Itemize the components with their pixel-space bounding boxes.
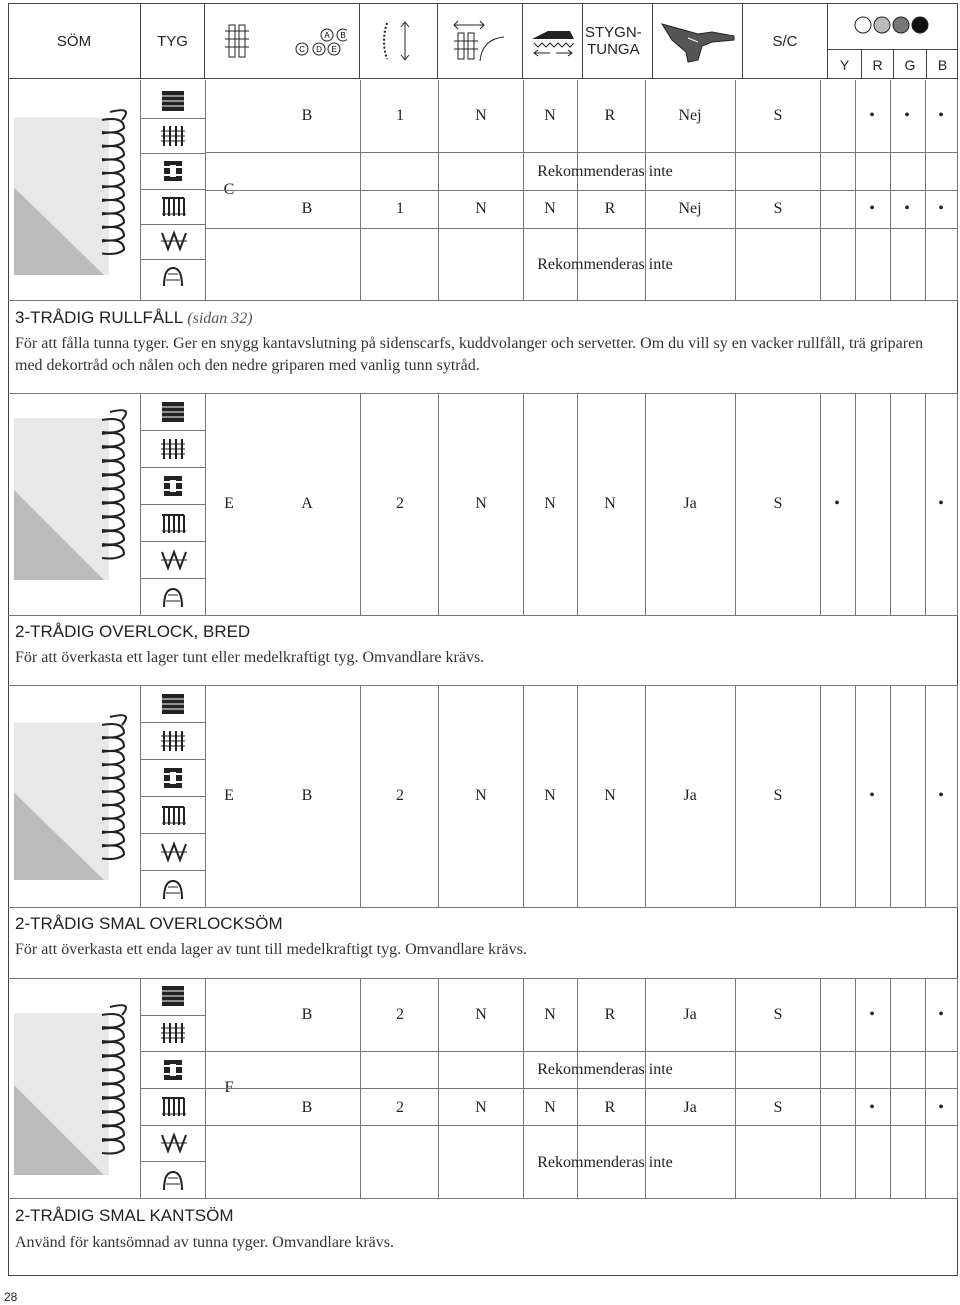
table-cell: S: [773, 200, 783, 217]
table-cell: 1: [396, 107, 404, 124]
row-divider: [8, 393, 958, 394]
header-som-label: SÖM: [56, 32, 92, 50]
icon-divider: [140, 870, 205, 871]
column-divider: [577, 393, 578, 615]
table-cell: N: [544, 1006, 556, 1023]
column-divider: [577, 685, 578, 907]
stitch-loop-icon: [158, 875, 188, 903]
tyg-value: F: [224, 1079, 234, 1096]
header-tyg-label: TYG: [157, 32, 188, 50]
icon-divider: [140, 189, 205, 190]
icon-divider: [140, 759, 205, 760]
row-divider: [205, 152, 958, 153]
stitch-block-icon: [158, 1056, 188, 1084]
cutting-width-icon: [450, 19, 510, 63]
section-1-description: För att fålla tunna tyger. Ger en snygg kantavslutning på sidenscarfs, kuddvolanger och servetter. Om du vill sy en vacker rullfåll, trä griparen med dekortråd och nålen och den nedre griparen med vanlig tunn sytråd.: [15, 335, 924, 374]
svg-text:A: A: [324, 31, 330, 40]
table-cell: B: [301, 787, 313, 804]
section-1-title: [15, 308, 253, 328]
narrow-edge-illustration: [14, 995, 139, 1175]
not-recommended-text: Rekommenderas inte: [537, 1154, 673, 1171]
header-col-b-label: B: [937, 56, 948, 73]
icon-divider: [140, 430, 205, 431]
icon-divider: [140, 467, 205, 468]
table-cell: N: [544, 495, 556, 512]
table-cell: N: [475, 1099, 487, 1116]
thread-dot: •: [938, 107, 944, 124]
column-divider: [645, 685, 646, 907]
table-cell: B: [301, 1099, 313, 1116]
table-cell: N: [604, 787, 616, 804]
row-divider: [205, 1051, 958, 1052]
page-number: 28: [4, 1290, 18, 1304]
table-cell: 2: [396, 787, 404, 804]
table-cell: B: [301, 200, 313, 217]
stitch-zigzag-icon: [158, 1129, 188, 1157]
stitch-grid-icon: [158, 435, 188, 463]
table-cell: Nej: [678, 200, 702, 217]
table-cell: A: [301, 495, 313, 512]
section-2-description: För att överkasta ett lager tunt eller medelkraftigt tyg. Omvandlare krävs.: [15, 649, 485, 666]
icon-divider: [140, 259, 205, 260]
column-divider: [890, 393, 891, 615]
row-divider: [8, 685, 958, 686]
icon-divider: [140, 1051, 205, 1052]
table-cell: Nej: [678, 107, 702, 124]
column-divider: [360, 393, 361, 615]
row-divider: [205, 1088, 958, 1089]
icon-divider: [140, 1125, 205, 1126]
thread-dot: •: [938, 200, 944, 217]
table-cell: R: [604, 107, 616, 124]
table-cell: N: [544, 200, 556, 217]
row-divider: [8, 978, 958, 979]
table-cell: 1: [396, 200, 404, 217]
column-divider: [820, 685, 821, 907]
table-cell: R: [604, 200, 616, 217]
thread-dot: •: [938, 1099, 944, 1116]
header-foot-icons: [205, 3, 360, 79]
thread-dot: •: [869, 1099, 875, 1116]
column-divider: [205, 685, 206, 907]
column-divider: [438, 393, 439, 615]
header-sc: [743, 3, 828, 79]
stitch-length-icon: [379, 19, 419, 63]
thread-dot: •: [834, 495, 840, 512]
stitch-comb-icon: [158, 1092, 188, 1120]
stitch-3thread-icon: [158, 690, 188, 718]
table-cell: N: [544, 107, 556, 124]
header-som: [8, 3, 141, 79]
thread-dot: •: [869, 787, 875, 804]
stitch-grid-icon: [158, 1019, 188, 1047]
icon-divider: [140, 1161, 205, 1162]
stitch-loop-icon: [158, 583, 188, 611]
column-divider: [438, 685, 439, 907]
section-1-page-ref: (sidan 32): [187, 310, 253, 327]
column-divider: [820, 393, 821, 615]
stitch-comb-icon: [158, 509, 188, 537]
row-divider: [8, 907, 958, 908]
icon-divider: [140, 541, 205, 542]
needle-position-icon: [217, 21, 347, 61]
row-divider: [8, 615, 958, 616]
svg-text:E: E: [331, 45, 337, 54]
overlock-wide-illustration: [14, 400, 139, 580]
column-divider: [925, 393, 926, 615]
header-stygntunga-line1: STYGN-: [585, 24, 642, 41]
column-divider: [890, 685, 891, 907]
section-4-description: Använd för kantsömnad av tunna tyger. Omvandlare krävs.: [15, 1234, 395, 1251]
stitch-block-icon: [158, 764, 188, 792]
stitch-zigzag-icon: [158, 838, 188, 866]
section-2-title: 2-TRÅDIG OVERLOCK, BRED: [15, 622, 251, 641]
icon-divider: [140, 1015, 205, 1016]
not-recommended-text: Rekommenderas inte: [537, 163, 673, 180]
tyg-value: E: [224, 495, 234, 512]
thread-dot: •: [869, 107, 875, 124]
narrow-overlock-illustration: [14, 705, 139, 880]
table-cell: S: [773, 787, 783, 804]
stitch-block-icon: [158, 472, 188, 500]
column-divider: [205, 393, 206, 615]
column-divider: [957, 393, 958, 615]
column-divider: [140, 80, 141, 300]
header-tyg: [141, 3, 205, 79]
header-cutting-width: [438, 3, 523, 79]
stitch-loop-icon: [158, 1166, 188, 1194]
table-cell: N: [475, 495, 487, 512]
icon-divider: [140, 722, 205, 723]
table-header: [8, 3, 958, 79]
table-cell: N: [544, 1099, 556, 1116]
thread-dot: •: [938, 1006, 944, 1023]
table-cell: R: [604, 1099, 616, 1116]
table-cell: N: [604, 495, 616, 512]
icon-divider: [140, 833, 205, 834]
thread-dot: •: [938, 787, 944, 804]
icon-divider: [140, 118, 205, 119]
header-col-r-label: R: [872, 56, 883, 73]
thread-dot: •: [904, 107, 910, 124]
stitch-block-icon: [158, 157, 188, 185]
table-cell: S: [773, 1099, 783, 1116]
section-4-title: 2-TRÅDIG SMAL KANTSÖM: [15, 1206, 234, 1225]
table-cell: 2: [396, 1099, 404, 1116]
column-divider: [735, 393, 736, 615]
thread-dot: •: [938, 495, 944, 512]
column-divider: [925, 685, 926, 907]
table-cell: R: [604, 1006, 616, 1023]
table-cell: N: [475, 787, 487, 804]
header-col-r: [861, 49, 893, 79]
column-divider: [735, 685, 736, 907]
stitch-3thread-icon: [158, 87, 188, 115]
icon-divider: [140, 578, 205, 579]
table-cell: N: [475, 1006, 487, 1023]
icon-divider: [140, 1088, 205, 1089]
header-sc-label: S/C: [772, 32, 798, 50]
tyg-value: E: [224, 787, 234, 804]
rolled-hem-illustration: [14, 100, 139, 275]
table-cell: Ja: [683, 1099, 697, 1116]
table-cell: 2: [396, 1006, 404, 1023]
header-col-g: [893, 49, 926, 79]
row-divider: [205, 228, 958, 229]
not-recommended-text: Rekommenderas inte: [537, 256, 673, 273]
svg-text:C: C: [299, 45, 305, 54]
header-col-g-label: G: [904, 56, 916, 73]
icon-divider: [140, 224, 205, 225]
row-divider: [205, 1125, 958, 1126]
table-cell: Ja: [683, 787, 697, 804]
header-presser-foot: [653, 3, 743, 79]
column-divider: [645, 393, 646, 615]
column-divider: [523, 393, 524, 615]
header-stygntunga-line2: TUNGA: [587, 41, 640, 58]
header-stygntunga: [583, 3, 653, 79]
header-col-b: [926, 49, 958, 79]
table-cell: S: [773, 107, 783, 124]
differential-feed-icon: [528, 21, 578, 61]
thread-dot: •: [869, 1006, 875, 1023]
presser-foot-icon: [658, 16, 738, 66]
header-differential-feed: [523, 3, 583, 79]
thread-dot: •: [904, 200, 910, 217]
stitch-grid-icon: [158, 122, 188, 150]
stitch-comb-icon: [158, 801, 188, 829]
stitch-grid-icon: [158, 727, 188, 755]
icon-divider: [140, 796, 205, 797]
column-divider: [523, 685, 524, 907]
row-divider: [205, 190, 958, 191]
header-stitch-length: [360, 3, 438, 79]
svg-text:D: D: [316, 45, 322, 54]
column-divider: [360, 685, 361, 907]
column-divider: [855, 685, 856, 907]
svg-text:B: B: [340, 31, 346, 40]
section-3-title: 2-TRÅDIG SMAL OVERLOCKSÖM: [15, 914, 283, 933]
table-cell: Ja: [683, 495, 697, 512]
stitch-comb-icon: [158, 192, 188, 220]
thread-colors-icon: [853, 15, 933, 35]
table-cell: S: [773, 1006, 783, 1023]
row-divider: [8, 1198, 958, 1199]
header-col-y: [828, 49, 861, 79]
table-cell: N: [475, 107, 487, 124]
table-cell: B: [301, 107, 313, 124]
stitch-3thread-icon: [158, 982, 188, 1010]
stitch-3thread-icon: [158, 398, 188, 426]
column-divider: [855, 393, 856, 615]
icon-divider: [140, 504, 205, 505]
table-cell: Ja: [683, 1006, 697, 1023]
thread-dot: •: [869, 200, 875, 217]
tyg-value: C: [223, 181, 235, 198]
stitch-loop-icon: [158, 262, 188, 290]
table-cell: N: [544, 787, 556, 804]
section-1-title-text: 3-TRÅDIG RULLFÅLL: [15, 308, 183, 327]
table-cell: B: [301, 1006, 313, 1023]
table-cell: N: [475, 200, 487, 217]
icon-divider: [140, 153, 205, 154]
table-cell: S: [773, 495, 783, 512]
table-cell: 2: [396, 495, 404, 512]
header-col-y-label: Y: [839, 56, 850, 73]
stitch-zigzag-icon: [158, 546, 188, 574]
row-divider: [8, 300, 958, 301]
column-divider: [957, 685, 958, 907]
stitch-zigzag-icon: [158, 227, 188, 255]
not-recommended-text: Rekommenderas inte: [537, 1061, 673, 1078]
section-3-description: För att överkasta ett enda lager av tunt till medelkraftigt tyg. Omvandlare krävs.: [15, 941, 527, 958]
